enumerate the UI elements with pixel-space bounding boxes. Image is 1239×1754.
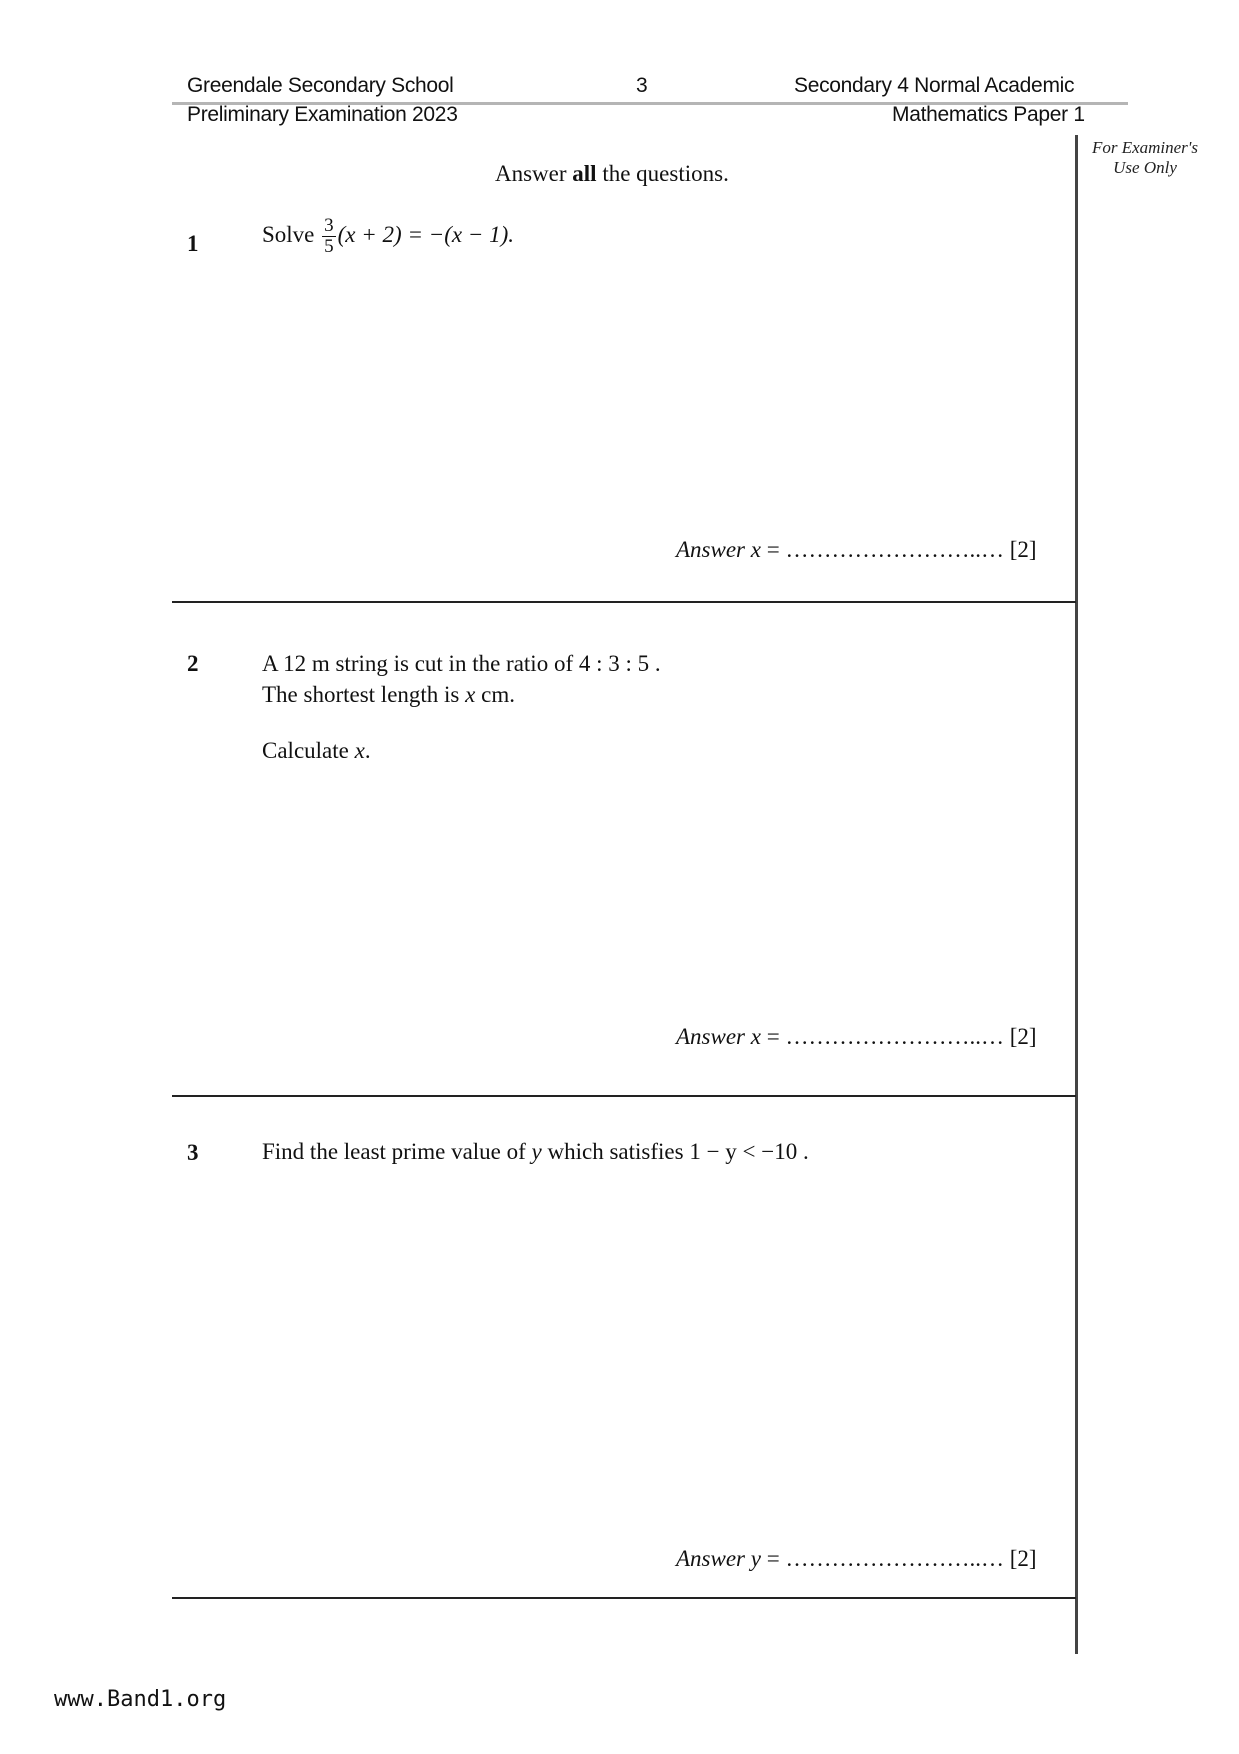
examiner-note	[1080, 138, 1210, 178]
answer-blank[interactable]: ……………………..…	[785, 537, 1004, 562]
level-label: Secondary 4 Normal Academic	[794, 74, 1075, 97]
instruction-before: Answer	[495, 161, 573, 186]
answer-variable: x	[750, 1024, 761, 1049]
fraction-numerator: 3	[324, 215, 334, 236]
question-2-line3-end: .	[364, 738, 371, 763]
question-2-unit: cm.	[481, 682, 515, 707]
question-2-ratio: 4 : 3 : 5 .	[578, 651, 661, 676]
answer-equals: =	[766, 1546, 780, 1571]
question-3-variable: y	[531, 1139, 542, 1164]
question-2-line-1	[262, 648, 661, 679]
answer-equals: =	[766, 1024, 780, 1049]
question-2-line-3	[262, 735, 371, 766]
marks: [2]	[1009, 1546, 1037, 1571]
question-1-fraction	[322, 216, 336, 257]
question-1-prefix: Solve	[262, 221, 315, 247]
answer-blank[interactable]: ……………………..…	[785, 1546, 1004, 1571]
page-number: 3	[636, 74, 648, 97]
exam-title: Preliminary Examination 2023	[187, 103, 458, 126]
footer-url: www.Band1.org	[54, 1687, 227, 1712]
question-3-text-start: Find the least prime value of	[262, 1139, 526, 1164]
answer-blank[interactable]: ……………………..…	[785, 1024, 1004, 1049]
marks: [2]	[1009, 1024, 1037, 1049]
examiner-note-line1: For Examiner's	[1091, 138, 1199, 157]
question-2-line1-text: A 12 m string is cut in the ratio of	[262, 651, 574, 676]
question-2-separator	[172, 1095, 1076, 1097]
answer-variable: y	[750, 1546, 761, 1571]
question-2-line3-text: Calculate	[262, 738, 349, 763]
instruction	[495, 161, 729, 187]
question-1-separator	[172, 601, 1076, 603]
answer-label: Answer	[676, 1024, 745, 1049]
question-3-text-mid: which satisfies	[547, 1139, 684, 1164]
question-2-line-2	[262, 679, 515, 710]
question-1-text	[262, 216, 514, 257]
question-1-answer-line	[676, 537, 1037, 563]
question-3-separator	[172, 1597, 1076, 1599]
question-1-expression: (x + 2) = −(x − 1).	[337, 221, 515, 247]
answer-variable: x	[750, 537, 761, 562]
question-3-inequality: 1 − y < −10 .	[689, 1139, 809, 1164]
question-2-number: 2	[187, 651, 199, 676]
question-2-variable: x	[465, 682, 476, 707]
question-3-answer-line	[676, 1546, 1037, 1572]
marks: [2]	[1009, 537, 1037, 562]
instruction-bold: all	[572, 161, 597, 186]
examiner-margin-rule	[1075, 135, 1078, 1654]
answer-label: Answer	[676, 1546, 745, 1571]
fraction-denominator: 5	[324, 236, 334, 257]
school-name: Greendale Secondary School	[187, 74, 454, 97]
question-2-line2-text: The shortest length is	[262, 682, 460, 707]
answer-label: Answer	[676, 537, 745, 562]
question-3-text	[262, 1136, 809, 1167]
question-2-line3-variable: x	[354, 738, 365, 763]
question-1-number: 1	[187, 231, 199, 256]
question-2-answer-line	[676, 1024, 1037, 1050]
answer-equals: =	[766, 537, 780, 562]
instruction-after: the questions.	[596, 161, 729, 186]
examiner-note-line2: Use Only	[1113, 158, 1177, 177]
question-3-number: 3	[187, 1140, 199, 1165]
paper-title: Mathematics Paper 1	[892, 103, 1085, 126]
